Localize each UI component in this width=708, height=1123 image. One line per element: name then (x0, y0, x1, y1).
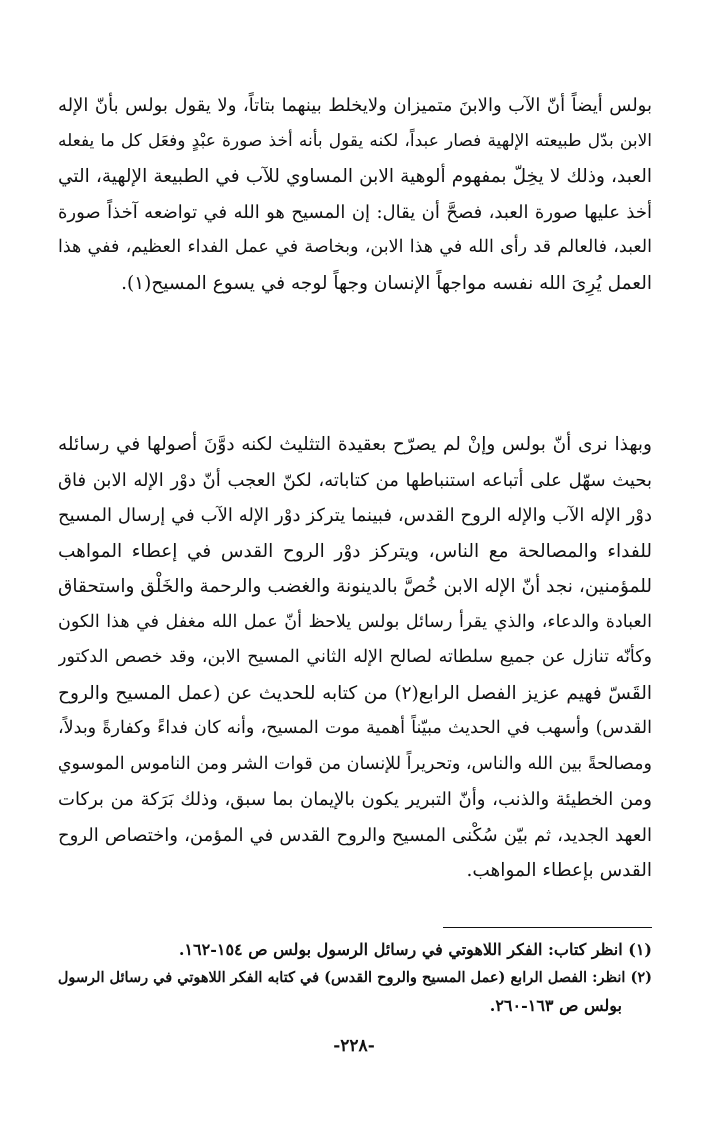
footnote-divider (443, 927, 652, 928)
text-line: العبادة والدعاء، والذي يقرأ رسائل بولس يلاحظ أنّ عمل الله مغفل في هذا الكون (58, 611, 652, 632)
footnote-1: (١) انظر كتاب: الفكر اللاهوتي في رسائل الرسول بولس ص ١٥٤-١٦٢. (178, 940, 652, 959)
text-line: الابن بدّل طبيعته الإلهية فصار عبداً، لكنه يقول بأنه أخذ صورة عبْدٍ وفعَل كل ما يفعله (58, 130, 652, 151)
paragraph-1 (58, 88, 652, 301)
text-line: القَسّ فهيم عزيز الفصل الرابع(٢) من كتابه للحديث عن (عمل المسيح والروح (58, 682, 652, 704)
text-line: ومن الخطيئة والذنب، وأنّ التبرير يكون بالإيمان بما سبق، وذلك بَرَكة من بركات (58, 789, 652, 810)
text-line: القدس) وأسهب في الحديث مبيّناً أهمية موت المسيح، وأنه كان فداءً وكفارةً وبدلاً، (58, 718, 652, 738)
text-line: للفداء والمصالحة مع الناس، ويتركز دوْر الروح القدس في إعطاء المواهب (58, 540, 652, 562)
text-line: دوْر الإله الآب والإله الروح القدس، فبينما يتركز دوْر الإله الآب في إرسال المسيح (58, 505, 652, 526)
text-line: العبد، وذلك لا يخِلّ بمفهوم ألوهية الابن المساوي للآب في الطبيعة الإلهية، التي (58, 166, 652, 187)
text-line: العهد الجديد، ثم بيّن سُكْنى المسيح والروح القدس في المؤمن، واختصاص الروح (58, 824, 652, 846)
text-line: أخذ عليها صورة العبد، فصحَّ أن يقال: إن المسيح هو الله في تواضعه آخذاً صورة (58, 201, 652, 223)
text-line: العبد، فالعالم قد رأى الله في هذا الابن، وبخاصة في عمل الفداء العظيم، ففي هذا (58, 237, 652, 257)
text-line: بولس أيضاً أنّ الآب والابنَ متميزان ولايخلط بينهما بتاتاً، ولا يقول بولس بأنّ الإله (58, 95, 652, 116)
page-number: -٢٢٨- (333, 1036, 375, 1056)
text-line: بحيث سهّل على أتباعه استنباطها من كتاباته، لكنّ العجب أنّ دوْر الإله الابن فاق (58, 469, 652, 491)
footnote-2-continuation: بولس ص ١٦٣-٢٦٠. (489, 996, 622, 1015)
text-line: وبهذا نرى أنّ بولس وإنْ لم يصرّح بعقيدة التثليث لكنه دوَّنَ أصولها في رسائله (58, 434, 652, 455)
text-line: وكأنّه تنازل عن جميع سلطاته لصالح الإله الثاني المسيح الابن، وقد خصص الدكتور (58, 647, 652, 667)
text-line: العمل يُرِىَ الله نفسه مواجهاً الإنسان وجهاً لوجه في يسوع المسيح(١). (121, 272, 652, 294)
text-line: ومصالحةً بين الله والناس، وتحريراً للإنسان من قوات الشر ومن الناموس الموسوي (58, 753, 652, 774)
text-line: للمؤمنين، نجد أنّ الإله الابن خُصَّ بالدينونة والغضب والرحمة والخَلْق واستحقاق (58, 576, 652, 597)
text-line: القدس بإعطاء المواهب. (466, 860, 652, 881)
footnote-2: (٢) انظر: الفصل الرابع (عمل المسيح والروح القدس) في كتابه الفكر اللاهوتي في رسائل الرسول (58, 969, 652, 986)
footnotes (58, 936, 652, 1020)
paragraph-2 (58, 427, 652, 889)
